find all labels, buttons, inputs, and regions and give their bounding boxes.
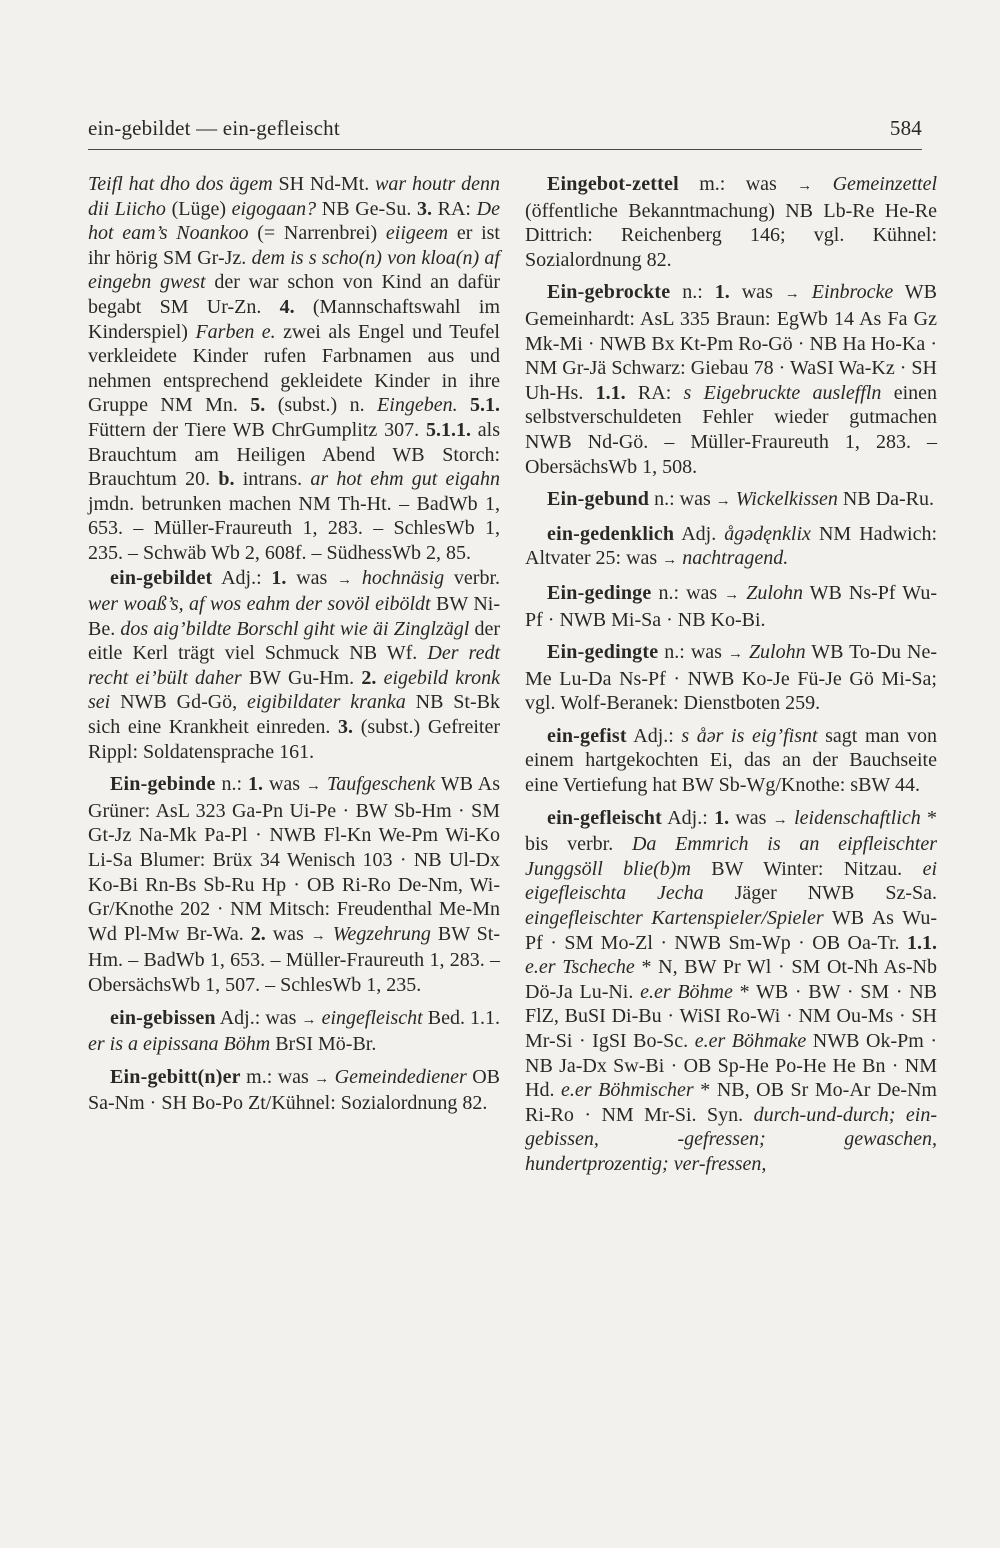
body-text — [458, 394, 470, 416]
body-text: (Mannschaftswahl im Kinderspiel) — [88, 295, 500, 343]
body-text: NB St-Bk sich eine Krankheit einreden. — [88, 691, 500, 739]
body-text: Adj.: — [662, 806, 715, 829]
running-header — [88, 116, 922, 141]
body-text: m.: was — [240, 1065, 315, 1088]
body-text: Adj.: — [212, 566, 272, 589]
body-text: n.: was — [649, 488, 716, 511]
italic-text: e.er Böhmischer — [561, 1079, 694, 1102]
italic-text: Eingeben. — [377, 394, 458, 417]
italic-text: Zulohn — [748, 641, 806, 664]
body-text: WB Ns-Pf Wu-Pf · NWB Mi-Sa · NB Ko-Bi. — [525, 581, 937, 631]
body-text: zwei als Engel und Teufel verkleidete Kinder rufen Farbnamen aus und nehmen entsprechend gekleidete Kinder in ihre Gruppe NM Mn. — [88, 320, 500, 417]
cross-reference-arrow: → — [310, 927, 326, 944]
body-text: WB To-Du Ne-Me Lu-Da Ns-Pf · NWB Ko-Je Fü-Je Gö Mi-Sa; vgl. Wolf-Beranek: Dienstboten 259. — [525, 641, 937, 715]
entry-headword: ein-gefist — [547, 724, 627, 747]
sense-number: 1.1. — [907, 931, 937, 954]
continuation-paragraph — [88, 172, 500, 566]
header-rule — [88, 149, 922, 150]
body-text — [352, 567, 362, 589]
body-text: verbr. — [444, 566, 501, 589]
body-text: * bis verbr. — [525, 806, 938, 856]
body-text: (= Narrenbrei) — [248, 222, 386, 245]
italic-text: Teifl hat dho dos ägem — [88, 173, 273, 195]
body-text: NM Hadwich: Altvater 25: was — [525, 522, 937, 570]
dictionary-entry — [525, 280, 937, 479]
dictionary-entry — [525, 487, 937, 514]
italic-text: Gemeinzettel — [832, 173, 938, 195]
body-text: n.: was — [658, 641, 728, 664]
body-text — [800, 281, 812, 303]
body-text — [376, 667, 383, 689]
italic-text: eingefleischt — [321, 1006, 423, 1029]
body-text: intrans. — [234, 468, 311, 491]
italic-text: Da Emmrich is an eipfleischter Junggsöll blie(b)m — [525, 833, 937, 880]
italic-text: Wegzehrung — [332, 922, 431, 945]
body-text: jmdn. betrunken machen NM Th-Ht. – BadWb 1, 653. – Müller-Fraureuth 1, 283. – SchlesWb 1, 235. – Schwäb Wb 2, 608f. – SüdhessWb 2, 85. — [88, 492, 500, 564]
entry-headword: Ein-gedinge — [547, 581, 652, 604]
entry-headword: Eingebot-zettel — [547, 173, 679, 195]
body-text: BrSI Mö-Br. — [270, 1033, 377, 1056]
body-text: Füttern der Tiere WB ChrGumplitz 307. — [88, 418, 426, 441]
body-text: Adj.: — [626, 724, 682, 747]
body-text: * NB, OB Sr Mo-Ar De-Nm Ri-Ro · NM Mr-Si. Syn. — [525, 1079, 937, 1126]
italic-text: eigogaan? — [231, 197, 317, 220]
italic-text: Farben e. — [195, 320, 276, 343]
entry-headword: Ein-gebrockte — [547, 281, 671, 304]
left-entries — [88, 566, 500, 1116]
sense-number: 2. — [250, 922, 266, 945]
body-text: * N, BW Pr Wl · SM Ot-Nh As-Nb Dö-Ja Lu-Ni. — [525, 956, 937, 1003]
body-text: WB As Wu-Pf · SM Mo-Zl · NWB Sm-Wp · OB Oa-Tr. — [525, 907, 937, 954]
body-text: WB Gemeinhardt: AsL 335 Braun: EgWb 14 As Fa Gz Mk-Mi · NWB Bx Kt-Pm Ro-Gö · NB Ha Ho-Ka · NM Gr-Jä Schwarz: Giebau 78 · WaSI Wa-Kz · SH Uh-Hs. — [525, 281, 938, 404]
italic-text: dem is s scho(n) von kloa(n) af eingebn gwest — [88, 246, 500, 294]
sense-number: 5. — [250, 394, 266, 417]
entry-headword: Ein-gebinde — [110, 773, 216, 796]
entry-headword: ein-gebissen — [110, 1006, 216, 1029]
body-text: OB Sa-Nm · SH Bo-Po Zt/Kühnel: Sozialordnung 82. — [88, 1065, 501, 1115]
sense-number: 3. — [416, 197, 432, 220]
italic-text: e.er Böhme — [640, 980, 733, 1003]
entry-headword: ein-gefleischt — [547, 806, 662, 829]
italic-text: Wickelkissen — [735, 488, 838, 511]
italic-text: Einbrocke — [811, 281, 894, 304]
body-text: Adj.: was — [215, 1006, 302, 1029]
dictionary-entry — [525, 724, 937, 798]
body-text: als Brauchtum am Heiligen Abend WB Storch: Brauchtum 20. — [88, 418, 501, 491]
page-number: 584 — [889, 116, 922, 140]
dictionary-entry — [88, 566, 500, 765]
sense-number: 5.1.1. — [425, 418, 471, 441]
sense-number: b. — [218, 468, 235, 491]
body-text: RA: — [625, 381, 684, 404]
italic-text: Taufgeschenk — [327, 773, 436, 796]
italic-text: hochnäsig — [361, 566, 445, 589]
italic-text: eiigeem — [385, 222, 449, 245]
italic-text: ar hot ehm gut eigahn — [310, 468, 500, 491]
body-text — [326, 923, 333, 945]
italic-text: war houtr denn dii Liicho — [88, 173, 500, 220]
sense-number: 1. — [714, 806, 730, 829]
body-text: sagt man von einem hartgekochten Ei, das an der Bauchseite eine Vertiefung hat BW Sb-Wg/Knothe: sBW 44. — [525, 724, 937, 797]
body-text: NWB Ok-Pm · NB Ja-Dx Sw-Bi · OB Sp-He Po-He He Bn · NM Hd. — [525, 1030, 938, 1102]
body-text: (öffentliche Bekanntmachung) NB Lb-Re He-Re Dittrich: Reichenberg 146; vgl. Kühnel: Sozialordnung 82. — [525, 199, 937, 271]
entry-headword: Ein-gebitt(n)er — [110, 1065, 241, 1088]
body-text: einen selbstverschuldeten Fehler wieder gutmachen NWB Nd-Gö. – Müller-Fraureuth 1, 283. – ObersächsWb 1, 508. — [525, 381, 938, 478]
sense-number: 1. — [271, 566, 287, 589]
dictionary-entry — [525, 172, 937, 272]
italic-text: Der redt recht ei’bült daher — [88, 642, 501, 689]
body-text: Adj. — [674, 522, 725, 545]
cross-reference-arrow: → — [724, 586, 740, 603]
italic-text: durch-und-durch; ein-gebissen, -gefressen; gewaschen, hundertprozentig; ver-fressen, — [525, 1103, 937, 1175]
sense-number: 5.1. — [470, 394, 501, 417]
italic-text: eingefleischter Kartenspieler/Spieler — [525, 907, 824, 930]
body-text: (subst.) n. — [265, 394, 378, 417]
body-text: der war schon von Kind an dafür begabt SM Ur-Zn. — [88, 271, 500, 318]
italic-text: eigibildater kranka — [247, 691, 406, 714]
sense-number: 2. — [361, 666, 377, 689]
cross-reference-arrow: → — [306, 778, 322, 795]
dictionary-entry — [525, 522, 937, 573]
sense-number: 1. — [248, 773, 264, 796]
body-text: was — [263, 773, 307, 796]
italic-text: e.er Böhmake — [694, 1030, 807, 1052]
body-text: er ist ihr hörig SM Gr-Jz. — [88, 222, 500, 269]
body-text: WB As Grüner: AsL 323 Ga-Pn Ui-Pe · BW Sb-Hm · SM Gt-Jz Na-Mk Pa-Pl · NWB Fl-Kn We-Pm Wi-Ko Li-Sa Blumer: Brüx 34 Wenisch 103 · NB Ul-Dx Ko-Bi Rn-Bs Sb-Ru Hp · OB Ri-Ro De-Nm, Wi-Gr/Knothe 202 · NM Mitsch: Freudenthal Me-Mn Wd Pl-Mw Br-Wa. — [88, 773, 501, 945]
body-text: Bed. 1.1. — [422, 1006, 501, 1029]
dictionary-entry — [88, 772, 500, 997]
cross-reference-arrow: → — [727, 646, 743, 663]
italic-text: s Eigebruckte ausleffln — [683, 381, 882, 404]
body-text: BW St-Hm. – BadWb 1, 653. – Müller-Fraureuth 1, 283. – ObersächsWb 1, 507. – SchlesWb 1, 235. — [88, 922, 501, 996]
body-text: RA: — [431, 197, 477, 220]
body-text: (subst.) Gefreiter Rippl: Soldatensprache 161. — [88, 716, 500, 763]
body-text — [812, 173, 832, 195]
body-text: * WB · BW · SM · NB FlZ, BuSI Di-Bu · WiSI Ro-Wi · NM Ou-Ms · SH Mr-Si · IgSI Bo-Sc. — [525, 980, 937, 1052]
right-entries — [525, 172, 937, 1177]
cross-reference-arrow: → — [301, 1011, 317, 1028]
cross-reference-arrow: → — [662, 552, 678, 569]
dictionary-entry — [88, 1065, 500, 1116]
body-text: was — [265, 922, 311, 945]
body-text: was — [286, 566, 338, 589]
sense-number: 3. — [338, 716, 354, 739]
cross-reference-arrow: → — [715, 493, 731, 510]
body-text: NB Ge-Su. — [316, 197, 417, 220]
body-text: (Lüge) — [165, 197, 232, 220]
italic-text: er is a eipissana Böhm — [88, 1033, 271, 1056]
body-text: NWB Gd-Gö, — [110, 691, 248, 714]
entry-headword: ein-gedenklich — [547, 522, 675, 545]
body-text: Jäger NWB Sz-Sa. — [703, 882, 937, 905]
left-column — [88, 172, 500, 1116]
running-title: ein-gebildet — ein-gefleischt — [88, 116, 340, 140]
body-text: was — [729, 806, 773, 829]
right-column — [525, 172, 937, 1177]
entry-headword: ein-gebildet — [110, 566, 213, 589]
body-text: BW Gu-Hm. — [241, 666, 362, 689]
italic-text: ågədęnklix — [724, 522, 811, 545]
dictionary-entry — [88, 1006, 500, 1057]
entry-headword: Ein-gedingte — [547, 641, 659, 664]
italic-text: nachtragend. — [682, 547, 789, 570]
sense-number: 1.1. — [595, 381, 626, 404]
italic-text: e.er Tscheche — [525, 956, 635, 979]
cross-reference-arrow: → — [314, 1070, 330, 1087]
dictionary-entry — [525, 806, 937, 1177]
body-text: n.: was — [651, 581, 725, 604]
cross-reference-arrow: → — [797, 178, 813, 194]
body-text: SH Nd-Mt. — [272, 173, 376, 195]
sense-number: 1. — [714, 281, 730, 304]
cross-reference-arrow: → — [784, 286, 800, 303]
body-text: n.: — [670, 281, 715, 304]
body-text: der eitle Kerl trägt viel Schmuck NB Wf. — [88, 617, 500, 665]
body-text: BW Ni-Be. — [88, 593, 500, 640]
italic-text: Zulohn — [746, 581, 803, 604]
italic-text: dos aig’bildte Borschl giht wie äi Zinglzägl — [120, 617, 470, 640]
body-text: m.: was — [678, 173, 798, 195]
italic-text: ei eigefleischta Jecha — [525, 857, 937, 905]
body-text: BW Winter: Nitzau. — [690, 857, 923, 880]
body-text: was — [729, 281, 785, 304]
italic-text: s åər is eig’fisnt — [681, 724, 818, 747]
sense-number: 4. — [279, 295, 295, 318]
cross-reference-arrow: → — [772, 811, 788, 828]
italic-text: Gemeindediener — [334, 1065, 467, 1088]
body-text: n.: — [215, 773, 249, 796]
body-text: NB Da-Ru. — [837, 488, 935, 511]
entry-headword: Ein-gebund — [547, 488, 650, 511]
italic-text: eigebild kronk sei — [88, 666, 501, 714]
italic-text: De hot eam’s Noankoo — [88, 197, 500, 245]
cross-reference-arrow: → — [337, 571, 353, 588]
dictionary-entry — [525, 581, 937, 632]
italic-text: leidenschaftlich — [794, 806, 921, 829]
italic-text: wer woaß’s, af wos eahm der sovöl eiböldt — [88, 593, 431, 616]
dictionary-entry — [525, 640, 937, 716]
